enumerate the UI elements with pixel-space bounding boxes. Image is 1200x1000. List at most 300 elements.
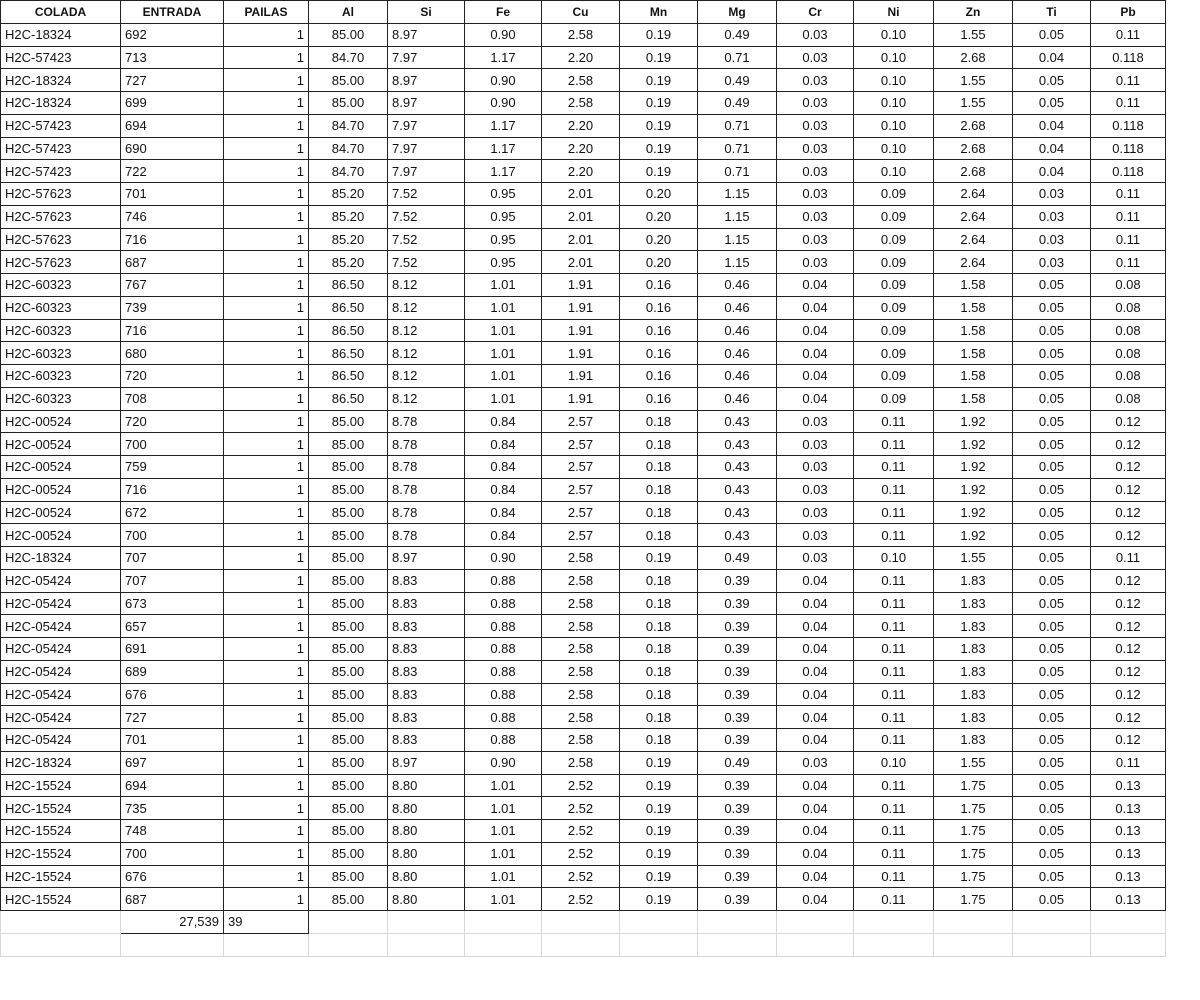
cell-zn[interactable]: 1.92 — [934, 524, 1013, 547]
cell-fe[interactable]: 0.84 — [465, 410, 542, 433]
cell-entrada[interactable]: 676 — [121, 683, 224, 706]
cell-ni[interactable]: 0.11 — [854, 888, 934, 911]
cell-fe[interactable]: 1.17 — [465, 114, 542, 137]
cell-zn[interactable]: 2.68 — [934, 114, 1013, 137]
cell-zn[interactable]: 1.55 — [934, 23, 1013, 46]
cell-mg[interactable]: 0.46 — [698, 319, 777, 342]
cell-mn[interactable]: 0.19 — [620, 842, 698, 865]
cell-si[interactable]: 8.83 — [388, 729, 465, 752]
cell-mg[interactable]: 1.15 — [698, 251, 777, 274]
empty-cell[interactable] — [1013, 911, 1091, 934]
cell-cu[interactable]: 2.52 — [542, 774, 620, 797]
column-header-si[interactable]: Si — [388, 1, 465, 24]
cell-pailas[interactable]: 1 — [224, 160, 309, 183]
cell-cr[interactable]: 0.04 — [777, 797, 854, 820]
cell-mg[interactable]: 1.15 — [698, 228, 777, 251]
cell-colada[interactable]: H2C-05424 — [1, 706, 121, 729]
cell-entrada[interactable]: 701 — [121, 183, 224, 206]
cell-cr[interactable]: 0.03 — [777, 410, 854, 433]
cell-cr[interactable]: 0.03 — [777, 547, 854, 570]
cell-cr[interactable]: 0.04 — [777, 888, 854, 911]
cell-pailas[interactable]: 1 — [224, 433, 309, 456]
cell-mg[interactable]: 0.39 — [698, 638, 777, 661]
cell-si[interactable]: 8.80 — [388, 797, 465, 820]
empty-cell[interactable] — [777, 911, 854, 934]
cell-mn[interactable]: 0.16 — [620, 342, 698, 365]
cell-cu[interactable]: 1.91 — [542, 365, 620, 388]
cell-al[interactable]: 84.70 — [309, 114, 388, 137]
cell-cu[interactable]: 2.57 — [542, 456, 620, 479]
cell-si[interactable]: 8.83 — [388, 683, 465, 706]
cell-entrada[interactable]: 716 — [121, 478, 224, 501]
cell-pb[interactable]: 0.13 — [1091, 865, 1166, 888]
cell-ni[interactable]: 0.09 — [854, 342, 934, 365]
cell-zn[interactable]: 1.55 — [934, 69, 1013, 92]
cell-pb[interactable]: 0.11 — [1091, 547, 1166, 570]
cell-colada[interactable]: H2C-15524 — [1, 797, 121, 820]
cell-mn[interactable]: 0.18 — [620, 683, 698, 706]
cell-mn[interactable]: 0.19 — [620, 92, 698, 115]
cell-pb[interactable]: 0.12 — [1091, 524, 1166, 547]
cell-pailas[interactable]: 1 — [224, 296, 309, 319]
cell-pailas[interactable]: 1 — [224, 615, 309, 638]
cell-colada[interactable]: H2C-57423 — [1, 160, 121, 183]
cell-cu[interactable]: 2.01 — [542, 183, 620, 206]
cell-mn[interactable]: 0.19 — [620, 23, 698, 46]
cell-ni[interactable]: 0.11 — [854, 615, 934, 638]
cell-al[interactable]: 84.70 — [309, 137, 388, 160]
cell-si[interactable]: 8.80 — [388, 842, 465, 865]
cell-ni[interactable]: 0.11 — [854, 569, 934, 592]
cell-fe[interactable]: 1.01 — [465, 319, 542, 342]
cell-entrada[interactable]: 713 — [121, 46, 224, 69]
empty-cell[interactable] — [309, 911, 388, 934]
cell-al[interactable]: 85.00 — [309, 569, 388, 592]
cell-mn[interactable]: 0.19 — [620, 820, 698, 843]
cell-mg[interactable]: 0.39 — [698, 797, 777, 820]
cell-al[interactable]: 85.00 — [309, 638, 388, 661]
cell-cu[interactable]: 2.58 — [542, 92, 620, 115]
cell-si[interactable]: 7.97 — [388, 46, 465, 69]
cell-pb[interactable]: 0.12 — [1091, 660, 1166, 683]
cell-zn[interactable]: 1.58 — [934, 387, 1013, 410]
cell-pb[interactable]: 0.13 — [1091, 842, 1166, 865]
cell-pb[interactable]: 0.08 — [1091, 342, 1166, 365]
cell-cu[interactable]: 2.57 — [542, 524, 620, 547]
cell-ti[interactable]: 0.05 — [1013, 569, 1091, 592]
cell-ni[interactable]: 0.10 — [854, 160, 934, 183]
cell-fe[interactable]: 0.88 — [465, 569, 542, 592]
cell-fe[interactable]: 0.88 — [465, 592, 542, 615]
cell-ti[interactable]: 0.05 — [1013, 524, 1091, 547]
cell-mg[interactable]: 1.15 — [698, 183, 777, 206]
cell-mn[interactable]: 0.20 — [620, 205, 698, 228]
cell-pailas[interactable]: 1 — [224, 865, 309, 888]
cell-pailas[interactable]: 1 — [224, 456, 309, 479]
cell-si[interactable]: 8.97 — [388, 547, 465, 570]
cell-cr[interactable]: 0.03 — [777, 501, 854, 524]
cell-pailas[interactable]: 1 — [224, 706, 309, 729]
cell-fe[interactable]: 0.88 — [465, 615, 542, 638]
cell-fe[interactable]: 0.90 — [465, 92, 542, 115]
cell-entrada[interactable]: 720 — [121, 365, 224, 388]
cell-cr[interactable]: 0.04 — [777, 729, 854, 752]
cell-ti[interactable]: 0.05 — [1013, 729, 1091, 752]
cell-ti[interactable]: 0.03 — [1013, 251, 1091, 274]
cell-mn[interactable]: 0.19 — [620, 865, 698, 888]
cell-mn[interactable]: 0.20 — [620, 183, 698, 206]
cell-ni[interactable]: 0.09 — [854, 228, 934, 251]
cell-al[interactable]: 86.50 — [309, 274, 388, 297]
cell-zn[interactable]: 2.64 — [934, 228, 1013, 251]
cell-mn[interactable]: 0.19 — [620, 797, 698, 820]
cell-colada[interactable]: H2C-57623 — [1, 183, 121, 206]
cell-ti[interactable]: 0.05 — [1013, 706, 1091, 729]
cell-mn[interactable]: 0.19 — [620, 888, 698, 911]
empty-cell[interactable] — [1, 911, 121, 934]
cell-colada[interactable]: H2C-15524 — [1, 888, 121, 911]
cell-pb[interactable]: 0.12 — [1091, 410, 1166, 433]
cell-fe[interactable]: 0.88 — [465, 660, 542, 683]
cell-fe[interactable]: 0.90 — [465, 23, 542, 46]
cell-cu[interactable]: 2.58 — [542, 547, 620, 570]
cell-colada[interactable]: H2C-57423 — [1, 137, 121, 160]
cell-cr[interactable]: 0.04 — [777, 638, 854, 661]
cell-entrada[interactable]: 700 — [121, 433, 224, 456]
cell-zn[interactable]: 2.64 — [934, 183, 1013, 206]
cell-si[interactable]: 8.83 — [388, 569, 465, 592]
cell-colada[interactable]: H2C-57623 — [1, 205, 121, 228]
cell-cu[interactable]: 2.58 — [542, 638, 620, 661]
cell-cu[interactable]: 2.58 — [542, 660, 620, 683]
cell-ni[interactable]: 0.11 — [854, 865, 934, 888]
cell-al[interactable]: 86.50 — [309, 365, 388, 388]
cell-mn[interactable]: 0.18 — [620, 433, 698, 456]
cell-pb[interactable]: 0.13 — [1091, 774, 1166, 797]
cell-cu[interactable]: 2.58 — [542, 683, 620, 706]
cell-colada[interactable]: H2C-60323 — [1, 319, 121, 342]
cell-zn[interactable]: 1.83 — [934, 569, 1013, 592]
cell-mn[interactable]: 0.16 — [620, 319, 698, 342]
column-header-mg[interactable]: Mg — [698, 1, 777, 24]
cell-si[interactable]: 8.12 — [388, 365, 465, 388]
cell-colada[interactable]: H2C-18324 — [1, 23, 121, 46]
cell-mg[interactable]: 0.46 — [698, 342, 777, 365]
cell-entrada[interactable]: 707 — [121, 547, 224, 570]
cell-cu[interactable]: 2.58 — [542, 751, 620, 774]
cell-mg[interactable]: 0.39 — [698, 615, 777, 638]
cell-ni[interactable]: 0.10 — [854, 92, 934, 115]
cell-colada[interactable]: H2C-15524 — [1, 865, 121, 888]
cell-pb[interactable]: 0.08 — [1091, 319, 1166, 342]
cell-al[interactable]: 85.20 — [309, 251, 388, 274]
cell-colada[interactable]: H2C-00524 — [1, 410, 121, 433]
empty-cell[interactable] — [309, 933, 388, 956]
cell-mn[interactable]: 0.19 — [620, 751, 698, 774]
cell-si[interactable]: 8.83 — [388, 592, 465, 615]
cell-pb[interactable]: 0.08 — [1091, 365, 1166, 388]
cell-al[interactable]: 85.00 — [309, 69, 388, 92]
cell-pb[interactable]: 0.11 — [1091, 23, 1166, 46]
cell-colada[interactable]: H2C-18324 — [1, 547, 121, 570]
cell-colada[interactable]: H2C-60323 — [1, 342, 121, 365]
cell-entrada[interactable]: 672 — [121, 501, 224, 524]
column-header-al[interactable]: Al — [309, 1, 388, 24]
empty-cell[interactable] — [934, 933, 1013, 956]
cell-al[interactable]: 86.50 — [309, 319, 388, 342]
cell-pailas[interactable]: 1 — [224, 797, 309, 820]
cell-cr[interactable]: 0.04 — [777, 342, 854, 365]
cell-mg[interactable]: 0.46 — [698, 296, 777, 319]
cell-cr[interactable]: 0.03 — [777, 137, 854, 160]
cell-ni[interactable]: 0.11 — [854, 456, 934, 479]
cell-al[interactable]: 85.20 — [309, 228, 388, 251]
cell-si[interactable]: 8.80 — [388, 865, 465, 888]
column-header-pailas[interactable]: PAILAS — [224, 1, 309, 24]
cell-ti[interactable]: 0.04 — [1013, 46, 1091, 69]
cell-si[interactable]: 8.97 — [388, 92, 465, 115]
cell-zn[interactable]: 1.58 — [934, 342, 1013, 365]
cell-entrada[interactable]: 700 — [121, 842, 224, 865]
cell-ti[interactable]: 0.05 — [1013, 296, 1091, 319]
cell-pailas[interactable]: 1 — [224, 888, 309, 911]
cell-mg[interactable]: 0.39 — [698, 569, 777, 592]
cell-fe[interactable]: 1.01 — [465, 888, 542, 911]
cell-mg[interactable]: 0.49 — [698, 23, 777, 46]
cell-fe[interactable]: 0.84 — [465, 501, 542, 524]
cell-pb[interactable]: 0.08 — [1091, 296, 1166, 319]
cell-ti[interactable]: 0.05 — [1013, 456, 1091, 479]
cell-mn[interactable]: 0.19 — [620, 160, 698, 183]
cell-cr[interactable]: 0.04 — [777, 660, 854, 683]
cell-cr[interactable]: 0.03 — [777, 92, 854, 115]
cell-ni[interactable]: 0.11 — [854, 706, 934, 729]
cell-ti[interactable]: 0.05 — [1013, 638, 1091, 661]
cell-mg[interactable]: 0.43 — [698, 433, 777, 456]
cell-mn[interactable]: 0.16 — [620, 365, 698, 388]
cell-entrada[interactable]: 692 — [121, 23, 224, 46]
cell-zn[interactable]: 1.83 — [934, 706, 1013, 729]
cell-fe[interactable]: 1.01 — [465, 865, 542, 888]
cell-cr[interactable]: 0.03 — [777, 183, 854, 206]
cell-al[interactable]: 85.00 — [309, 774, 388, 797]
empty-cell[interactable] — [777, 933, 854, 956]
cell-pb[interactable]: 0.13 — [1091, 820, 1166, 843]
cell-cr[interactable]: 0.03 — [777, 228, 854, 251]
column-header-colada[interactable]: COLADA — [1, 1, 121, 24]
column-header-fe[interactable]: Fe — [465, 1, 542, 24]
cell-si[interactable]: 8.78 — [388, 433, 465, 456]
cell-pb[interactable]: 0.11 — [1091, 251, 1166, 274]
cell-ti[interactable]: 0.05 — [1013, 683, 1091, 706]
cell-colada[interactable]: H2C-00524 — [1, 524, 121, 547]
cell-entrada[interactable]: 700 — [121, 524, 224, 547]
cell-cr[interactable]: 0.04 — [777, 865, 854, 888]
cell-al[interactable]: 85.00 — [309, 820, 388, 843]
cell-ni[interactable]: 0.10 — [854, 547, 934, 570]
cell-pailas[interactable]: 1 — [224, 478, 309, 501]
cell-zn[interactable]: 1.55 — [934, 92, 1013, 115]
cell-ni[interactable]: 0.10 — [854, 114, 934, 137]
cell-zn[interactable]: 1.92 — [934, 433, 1013, 456]
cell-entrada[interactable]: 657 — [121, 615, 224, 638]
cell-ni[interactable]: 0.09 — [854, 274, 934, 297]
cell-al[interactable]: 85.20 — [309, 183, 388, 206]
cell-ti[interactable]: 0.05 — [1013, 501, 1091, 524]
cell-cu[interactable]: 2.20 — [542, 160, 620, 183]
cell-pb[interactable]: 0.11 — [1091, 183, 1166, 206]
cell-pailas[interactable]: 1 — [224, 547, 309, 570]
cell-pailas[interactable]: 1 — [224, 524, 309, 547]
cell-al[interactable]: 85.00 — [309, 751, 388, 774]
cell-zn[interactable]: 1.92 — [934, 456, 1013, 479]
cell-pb[interactable]: 0.118 — [1091, 137, 1166, 160]
cell-pb[interactable]: 0.12 — [1091, 729, 1166, 752]
cell-fe[interactable]: 0.88 — [465, 729, 542, 752]
cell-fe[interactable]: 0.90 — [465, 547, 542, 570]
cell-cr[interactable]: 0.04 — [777, 592, 854, 615]
cell-pailas[interactable]: 1 — [224, 319, 309, 342]
cell-si[interactable]: 8.83 — [388, 660, 465, 683]
cell-pailas[interactable]: 1 — [224, 410, 309, 433]
column-header-mn[interactable]: Mn — [620, 1, 698, 24]
cell-fe[interactable]: 1.17 — [465, 137, 542, 160]
cell-pb[interactable]: 0.12 — [1091, 592, 1166, 615]
empty-cell[interactable] — [465, 911, 542, 934]
empty-cell[interactable] — [854, 933, 934, 956]
cell-entrada[interactable]: 722 — [121, 160, 224, 183]
cell-fe[interactable]: 0.84 — [465, 456, 542, 479]
cell-al[interactable]: 85.00 — [309, 888, 388, 911]
cell-si[interactable]: 8.78 — [388, 410, 465, 433]
cell-fe[interactable]: 0.90 — [465, 751, 542, 774]
cell-al[interactable]: 85.00 — [309, 433, 388, 456]
cell-si[interactable]: 8.83 — [388, 615, 465, 638]
cell-cr[interactable]: 0.03 — [777, 251, 854, 274]
cell-colada[interactable]: H2C-05424 — [1, 638, 121, 661]
cell-entrada[interactable]: 727 — [121, 69, 224, 92]
cell-cr[interactable]: 0.03 — [777, 751, 854, 774]
cell-pb[interactable]: 0.11 — [1091, 69, 1166, 92]
cell-cu[interactable]: 2.58 — [542, 615, 620, 638]
cell-pailas[interactable]: 1 — [224, 638, 309, 661]
cell-cr[interactable]: 0.04 — [777, 274, 854, 297]
cell-ni[interactable]: 0.09 — [854, 319, 934, 342]
cell-mg[interactable]: 0.71 — [698, 114, 777, 137]
cell-fe[interactable]: 1.01 — [465, 365, 542, 388]
cell-colada[interactable]: H2C-15524 — [1, 774, 121, 797]
cell-fe[interactable]: 1.01 — [465, 842, 542, 865]
cell-mn[interactable]: 0.18 — [620, 660, 698, 683]
cell-si[interactable]: 8.12 — [388, 319, 465, 342]
cell-pb[interactable]: 0.11 — [1091, 228, 1166, 251]
cell-ni[interactable]: 0.09 — [854, 365, 934, 388]
cell-ni[interactable]: 0.10 — [854, 137, 934, 160]
cell-cu[interactable]: 1.91 — [542, 274, 620, 297]
cell-mn[interactable]: 0.16 — [620, 274, 698, 297]
cell-mg[interactable]: 0.71 — [698, 137, 777, 160]
cell-fe[interactable]: 0.88 — [465, 706, 542, 729]
cell-si[interactable]: 8.97 — [388, 69, 465, 92]
cell-al[interactable]: 84.70 — [309, 46, 388, 69]
cell-ti[interactable]: 0.05 — [1013, 433, 1091, 456]
empty-cell[interactable] — [934, 911, 1013, 934]
cell-pb[interactable]: 0.12 — [1091, 456, 1166, 479]
cell-fe[interactable]: 1.01 — [465, 274, 542, 297]
cell-pb[interactable]: 0.118 — [1091, 160, 1166, 183]
cell-si[interactable]: 7.52 — [388, 205, 465, 228]
cell-colada[interactable]: H2C-00524 — [1, 501, 121, 524]
cell-entrada[interactable]: 690 — [121, 137, 224, 160]
cell-colada[interactable]: H2C-60323 — [1, 387, 121, 410]
cell-colada[interactable]: H2C-00524 — [1, 456, 121, 479]
cell-cu[interactable]: 2.01 — [542, 251, 620, 274]
cell-mn[interactable]: 0.18 — [620, 478, 698, 501]
empty-cell[interactable] — [388, 933, 465, 956]
cell-colada[interactable]: H2C-05424 — [1, 683, 121, 706]
cell-pailas[interactable]: 1 — [224, 92, 309, 115]
cell-mn[interactable]: 0.18 — [620, 410, 698, 433]
cell-pailas[interactable]: 1 — [224, 569, 309, 592]
cell-fe[interactable]: 0.88 — [465, 638, 542, 661]
cell-pb[interactable]: 0.11 — [1091, 751, 1166, 774]
cell-ti[interactable]: 0.05 — [1013, 888, 1091, 911]
cell-si[interactable]: 7.97 — [388, 137, 465, 160]
cell-cu[interactable]: 2.58 — [542, 569, 620, 592]
cell-mn[interactable]: 0.16 — [620, 387, 698, 410]
cell-ti[interactable]: 0.05 — [1013, 820, 1091, 843]
cell-zn[interactable]: 2.68 — [934, 137, 1013, 160]
cell-ti[interactable]: 0.05 — [1013, 365, 1091, 388]
cell-pailas[interactable]: 1 — [224, 501, 309, 524]
cell-entrada[interactable]: 716 — [121, 319, 224, 342]
cell-zn[interactable]: 2.68 — [934, 160, 1013, 183]
cell-entrada[interactable]: 748 — [121, 820, 224, 843]
cell-zn[interactable]: 1.75 — [934, 774, 1013, 797]
cell-si[interactable]: 8.12 — [388, 274, 465, 297]
cell-si[interactable]: 8.78 — [388, 478, 465, 501]
cell-colada[interactable]: H2C-05424 — [1, 729, 121, 752]
cell-colada[interactable]: H2C-57623 — [1, 228, 121, 251]
cell-mg[interactable]: 0.46 — [698, 365, 777, 388]
cell-ni[interactable]: 0.11 — [854, 729, 934, 752]
cell-ti[interactable]: 0.05 — [1013, 592, 1091, 615]
cell-ni[interactable]: 0.11 — [854, 433, 934, 456]
cell-mn[interactable]: 0.19 — [620, 547, 698, 570]
cell-al[interactable]: 85.00 — [309, 842, 388, 865]
cell-cu[interactable]: 2.52 — [542, 797, 620, 820]
cell-zn[interactable]: 1.55 — [934, 547, 1013, 570]
cell-entrada[interactable]: 697 — [121, 751, 224, 774]
cell-pb[interactable]: 0.12 — [1091, 433, 1166, 456]
empty-cell[interactable] — [1091, 933, 1166, 956]
cell-colada[interactable]: H2C-60323 — [1, 296, 121, 319]
cell-colada[interactable]: H2C-15524 — [1, 842, 121, 865]
cell-ti[interactable]: 0.05 — [1013, 797, 1091, 820]
cell-zn[interactable]: 1.75 — [934, 797, 1013, 820]
cell-zn[interactable]: 1.92 — [934, 501, 1013, 524]
cell-si[interactable]: 7.52 — [388, 228, 465, 251]
cell-entrada[interactable]: 735 — [121, 797, 224, 820]
cell-cu[interactable]: 2.57 — [542, 478, 620, 501]
cell-fe[interactable]: 1.17 — [465, 46, 542, 69]
cell-cu[interactable]: 2.20 — [542, 114, 620, 137]
cell-al[interactable]: 85.00 — [309, 23, 388, 46]
cell-mn[interactable]: 0.18 — [620, 706, 698, 729]
cell-pailas[interactable]: 1 — [224, 592, 309, 615]
cell-fe[interactable]: 0.95 — [465, 251, 542, 274]
cell-pb[interactable]: 0.118 — [1091, 46, 1166, 69]
